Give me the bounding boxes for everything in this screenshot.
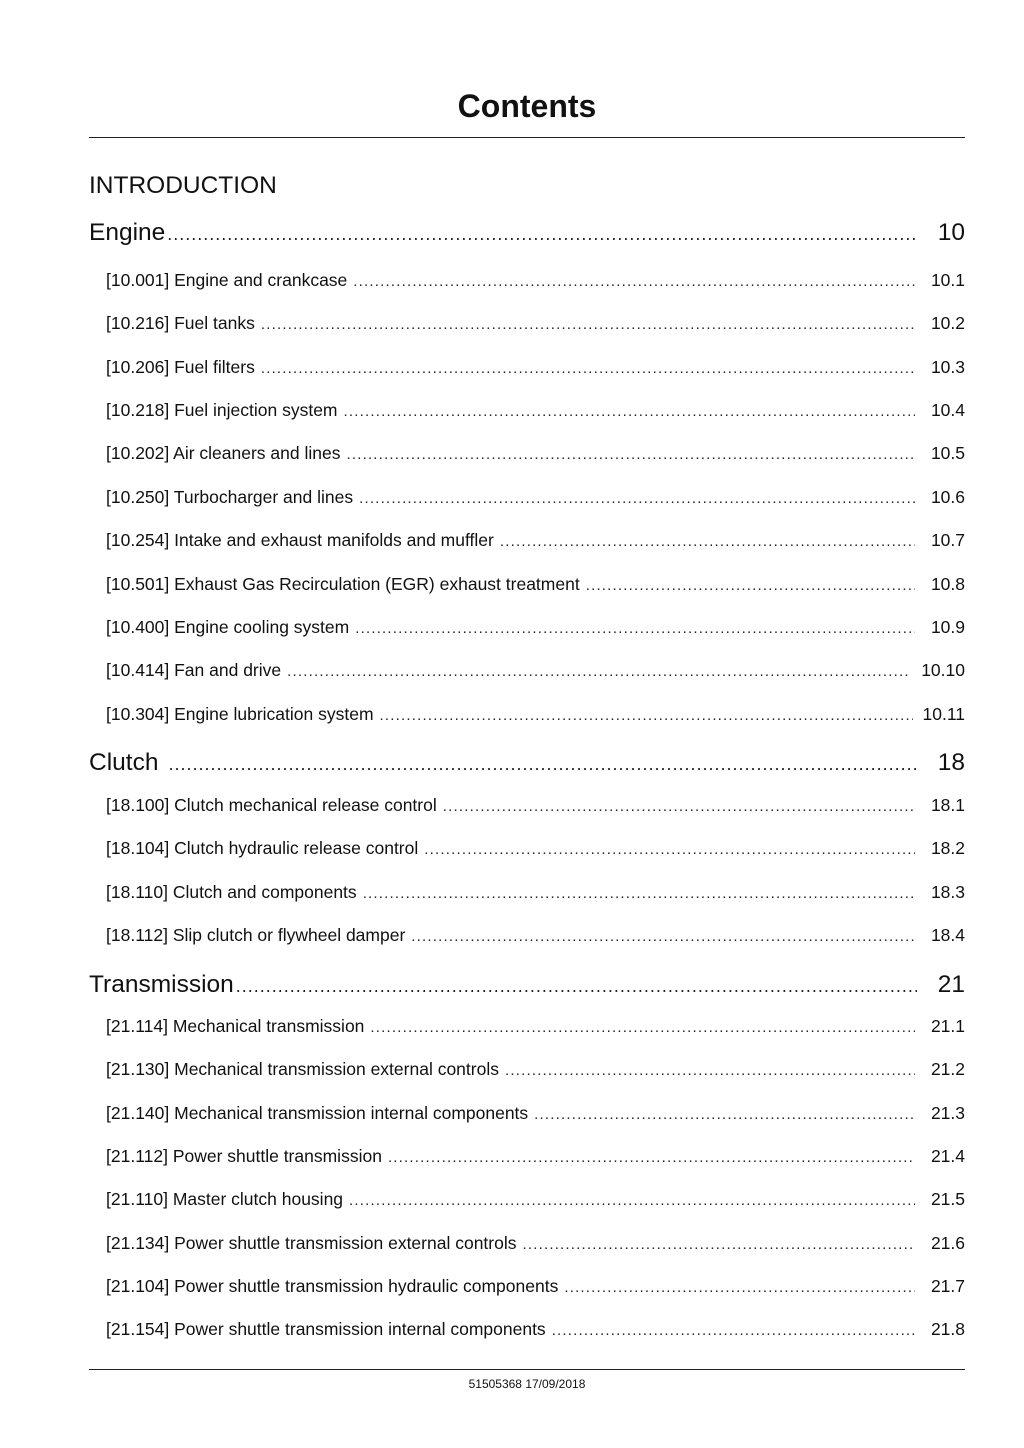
dot-leader <box>261 357 915 381</box>
dot-leader <box>346 443 915 467</box>
dot-leader <box>261 313 915 337</box>
chapter-page-number: 18 <box>937 749 965 776</box>
footer-divider <box>89 1369 965 1370</box>
toc-section-18-100[interactable] <box>106 793 965 817</box>
section-page-number: 10.11 <box>922 704 965 724</box>
section-page-number: 10.7 <box>930 530 965 550</box>
toc-section-10-202[interactable] <box>106 441 965 465</box>
toc-section-10-400[interactable] <box>106 615 965 639</box>
toc-section-10-254[interactable] <box>106 528 965 552</box>
section-page-number: 21.2 <box>930 1059 965 1079</box>
section-label: [21.130] Mechanical transmission external controls <box>106 1059 499 1079</box>
section-page-number: 21.5 <box>930 1189 965 1209</box>
section-page-number: 18.4 <box>930 925 965 945</box>
section-label: [18.100] Clutch mechanical release control <box>106 795 437 815</box>
section-page-number: 10.10 <box>921 660 965 680</box>
section-label: [21.104] Power shuttle transmission hydraulic components <box>106 1276 559 1296</box>
dot-leader <box>411 925 915 949</box>
section-label: [21.112] Power shuttle transmission <box>106 1146 382 1166</box>
section-label: [21.134] Power shuttle transmission external controls <box>106 1233 517 1253</box>
dot-leader <box>388 1146 915 1170</box>
section-page-number: 10.2 <box>930 313 965 333</box>
chapter-label: Clutch <box>89 749 159 776</box>
toc-chapter-engine[interactable] <box>89 217 965 249</box>
toc-chapter-transmission[interactable] <box>89 969 965 1001</box>
section-label: [18.104] Clutch hydraulic release control <box>106 838 419 858</box>
toc-section-21-112[interactable] <box>106 1144 965 1168</box>
dot-leader <box>505 1059 915 1083</box>
chapter-page-number: 10 <box>937 219 965 246</box>
toc-introduction-heading[interactable]: INTRODUCTION <box>89 172 277 199</box>
toc-section-10-206[interactable] <box>106 355 965 379</box>
chapter-page-number: 21 <box>937 971 965 998</box>
toc-section-10-304[interactable] <box>106 702 965 726</box>
section-page-number: 21.3 <box>930 1103 965 1123</box>
dot-leader <box>349 1189 915 1213</box>
dot-leader <box>380 704 913 728</box>
section-label: [10.254] Intake and exhaust manifolds and muffler <box>106 530 494 550</box>
section-page-number: 10.9 <box>930 617 965 637</box>
dot-leader <box>236 970 917 1002</box>
toc-section-21-130[interactable] <box>106 1057 965 1081</box>
toc-chapter-clutch[interactable] <box>89 747 965 779</box>
section-label: [10.216] Fuel tanks <box>106 313 255 333</box>
toc-section-21-104[interactable] <box>106 1274 965 1298</box>
section-label: [10.304] Engine lubrication system <box>106 704 374 724</box>
section-label: [10.001] Engine and crankcase <box>106 270 348 290</box>
dot-leader <box>424 838 915 862</box>
section-label: [10.250] Turbocharger and lines <box>106 487 354 507</box>
dot-leader <box>522 1233 915 1257</box>
section-label: [10.400] Engine cooling system <box>106 617 350 637</box>
dot-leader <box>564 1276 915 1300</box>
section-label: [10.218] Fuel injection system <box>106 400 338 420</box>
footer-document-code: 51505368 17/09/2018 <box>468 1377 586 1391</box>
dot-leader <box>167 218 917 250</box>
section-label: [10.501] Exhaust Gas Recirculation (EGR) exhaust treatment <box>106 574 580 594</box>
chapter-label: Transmission <box>89 971 234 998</box>
section-page-number: 10.3 <box>930 357 965 377</box>
page-title: Contents <box>457 88 597 124</box>
section-label: [18.110] Clutch and components <box>106 882 357 902</box>
section-label: [21.140] Mechanical transmission internal components <box>106 1103 529 1123</box>
section-label: [10.206] Fuel filters <box>106 357 255 377</box>
section-page-number: 21.6 <box>930 1233 965 1253</box>
dot-leader <box>353 270 915 294</box>
toc-section-18-110[interactable] <box>106 880 965 904</box>
toc-section-21-114[interactable] <box>106 1014 965 1038</box>
section-label: [10.202] Air cleaners and lines <box>106 443 341 463</box>
toc-section-10-250[interactable] <box>106 485 965 509</box>
section-page-number: 18.3 <box>930 882 965 902</box>
toc-section-10-501[interactable] <box>106 572 965 596</box>
title-divider <box>89 137 965 138</box>
section-page-number: 21.7 <box>930 1276 965 1296</box>
toc-section-10-218[interactable] <box>106 398 965 422</box>
section-page-number: 21.4 <box>930 1146 965 1166</box>
dot-leader <box>370 1016 915 1040</box>
section-page-number: 10.1 <box>930 270 965 290</box>
toc-section-10-414[interactable] <box>106 658 965 682</box>
section-page-number: 10.6 <box>930 487 965 507</box>
dot-leader <box>359 487 915 511</box>
dot-leader <box>168 748 917 780</box>
dot-leader <box>344 400 915 424</box>
toc-section-21-110[interactable] <box>106 1187 965 1211</box>
toc-section-21-154[interactable] <box>106 1317 965 1341</box>
dot-leader <box>500 530 915 554</box>
chapter-label: Engine <box>89 219 166 246</box>
dot-leader <box>355 617 915 641</box>
section-label: [21.154] Power shuttle transmission internal components <box>106 1319 546 1339</box>
toc-section-21-134[interactable] <box>106 1231 965 1255</box>
section-label: [21.114] Mechanical transmission <box>106 1016 365 1036</box>
toc-section-18-112[interactable] <box>106 923 965 947</box>
dot-leader <box>443 795 915 819</box>
toc-section-18-104[interactable] <box>106 836 965 860</box>
toc-section-21-140[interactable] <box>106 1101 965 1125</box>
dot-leader <box>287 660 911 684</box>
section-page-number: 21.1 <box>930 1016 965 1036</box>
section-page-number: 10.5 <box>930 443 965 463</box>
dot-leader <box>534 1103 915 1127</box>
dot-leader <box>586 574 915 598</box>
toc-section-10-001[interactable] <box>106 268 965 292</box>
section-page-number: 18.2 <box>930 838 965 858</box>
dot-leader <box>552 1319 915 1343</box>
section-label: [21.110] Master clutch housing <box>106 1189 344 1209</box>
section-page-number: 18.1 <box>930 795 965 815</box>
section-label: [10.414] Fan and drive <box>106 660 282 680</box>
section-label: [18.112] Slip clutch or flywheel damper <box>106 925 406 945</box>
section-page-number: 10.8 <box>930 574 965 594</box>
section-page-number: 10.4 <box>930 400 965 420</box>
toc-section-10-216[interactable] <box>106 311 965 335</box>
section-page-number: 21.8 <box>930 1319 965 1339</box>
dot-leader <box>363 882 915 906</box>
